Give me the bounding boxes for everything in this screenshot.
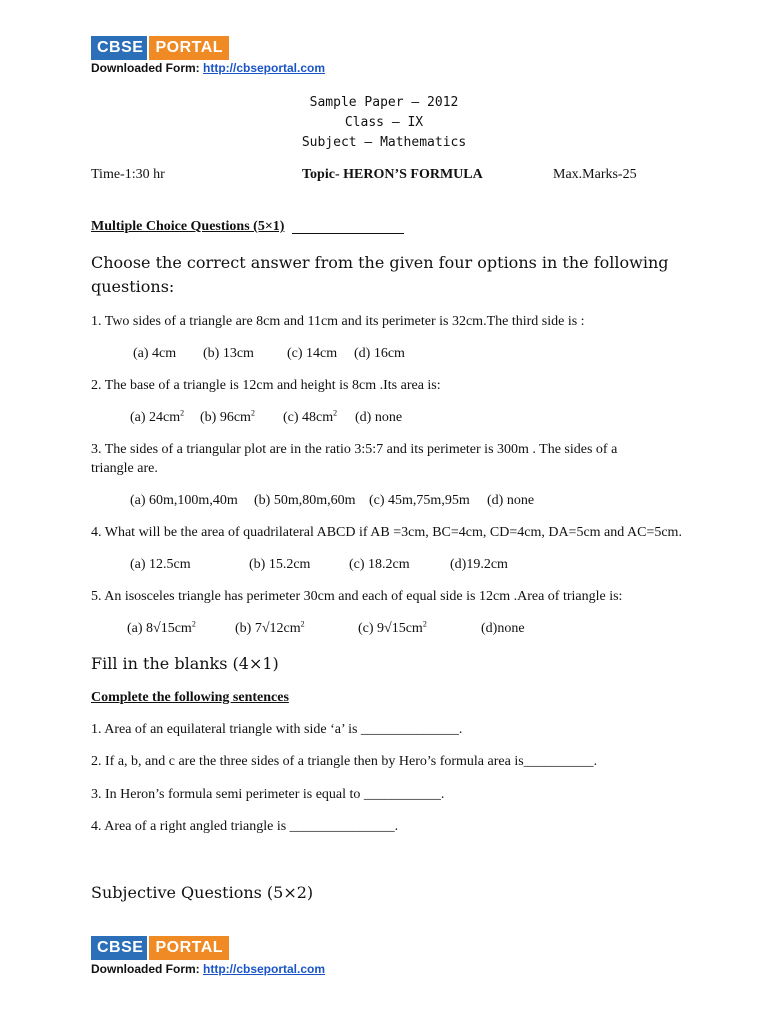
option-text: (a) 24cm	[130, 410, 181, 425]
question-1: 1. Two sides of a triangle are 8cm and 11cm and its perimeter is 32cm.The third side is :	[91, 314, 585, 329]
question-2: 2. The base of a triangle is 12cm and height is 8cm .Its area is:	[91, 378, 441, 393]
subject-title: Subject – Mathematics	[301, 135, 467, 150]
option-text: (b) 96cm	[200, 410, 251, 425]
squared-superscript: 2	[180, 408, 185, 418]
instruction-line-2: questions:	[91, 277, 175, 296]
squared-superscript: 2	[300, 619, 305, 629]
option: (b) 50m,80m,60m	[254, 493, 356, 508]
paper-title: Sample Paper – 2012	[309, 95, 459, 110]
option: (a) 4cm	[133, 346, 177, 361]
option: (d) 16cm	[354, 346, 405, 361]
option	[130, 410, 184, 426]
option: (a) 12.5cm	[130, 557, 191, 572]
download-link[interactable]: http://cbseportal.com	[203, 61, 326, 75]
download-source	[91, 61, 325, 75]
instruction-line-1: Choose the correct answer from the given four options in the following	[91, 253, 669, 272]
download-label: Downloaded Form:	[91, 962, 200, 976]
option-text: (c) 9√15cm	[358, 621, 423, 636]
option: (d)none	[481, 621, 525, 636]
logo-cbse-text: CBSE	[91, 936, 147, 960]
option-text: (c) 48cm	[283, 410, 334, 425]
download-link[interactable]: http://cbseportal.com	[203, 962, 326, 976]
fill-item-4: 4. Area of a right angled triangle is _______________.	[91, 819, 399, 834]
fill-blanks-subtitle: Complete the following sentences	[91, 690, 289, 705]
squared-superscript: 2	[422, 619, 427, 629]
option: (b) 15.2cm	[249, 557, 311, 572]
option	[235, 621, 305, 637]
option	[127, 621, 196, 637]
option: (c) 14cm	[287, 346, 338, 361]
option-text: (b) 7√12cm	[235, 621, 301, 636]
fill-item-2: 2. If a, b, and c are the three sides of a triangle then by Hero’s formula area is__________.	[91, 754, 598, 769]
download-label: Downloaded Form:	[91, 61, 200, 75]
squared-superscript: 2	[250, 408, 255, 418]
cbse-portal-logo	[91, 36, 229, 60]
option	[358, 621, 427, 637]
option: (d) none	[355, 410, 403, 425]
option-text: (a) 8√15cm	[127, 621, 192, 636]
mcq-title-rule	[292, 233, 404, 234]
max-marks-label: Max.Marks-25	[553, 167, 637, 182]
subjective-title: Subjective Questions (5×2)	[91, 883, 314, 902]
time-label: Time-1:30 hr	[91, 167, 165, 182]
question-5: 5. An isosceles triangle has perimeter 30cm and each of equal side is 12cm .Area of triangle is:	[91, 589, 623, 604]
option: (c) 45m,75m,95m	[369, 493, 470, 508]
topic-label: Topic- HERON’S FORMULA	[302, 167, 483, 182]
logo-cbse-text: CBSE	[91, 36, 147, 60]
footer-download-source	[91, 962, 325, 976]
squared-superscript: 2	[191, 619, 196, 629]
squared-superscript: 2	[333, 408, 338, 418]
logo-portal-text: PORTAL	[147, 36, 229, 60]
fill-blanks-title: Fill in the blanks (4×1)	[91, 654, 279, 673]
logo-portal-text: PORTAL	[147, 936, 229, 960]
question-3-line-1: 3. The sides of a triangular plot are in the ratio 3:5:7 and its perimeter is 300m . The sides of a	[91, 442, 618, 457]
fill-item-1: 1. Area of an equilateral triangle with side ‘a’ is ______________.	[91, 722, 463, 737]
footer-cbse-portal-logo	[91, 936, 229, 960]
option: (d) none	[487, 493, 535, 508]
question-4: 4. What will be the area of quadrilateral ABCD if AB =3cm, BC=4cm, CD=4cm, DA=5cm and AC=5cm.	[91, 525, 682, 540]
option: (d)19.2cm	[450, 557, 508, 572]
option: (b) 13cm	[203, 346, 254, 361]
class-title: Class – IX	[344, 115, 424, 130]
option: (c) 18.2cm	[349, 557, 410, 572]
option: (a) 60m,100m,40m	[130, 493, 238, 508]
question-3-line-2: triangle are.	[91, 461, 158, 476]
option	[283, 410, 337, 426]
mcq-section-title: Multiple Choice Questions (5×1)	[91, 219, 285, 234]
fill-item-3: 3. In Heron’s formula semi perimeter is equal to ___________.	[91, 787, 445, 802]
option	[200, 410, 255, 426]
